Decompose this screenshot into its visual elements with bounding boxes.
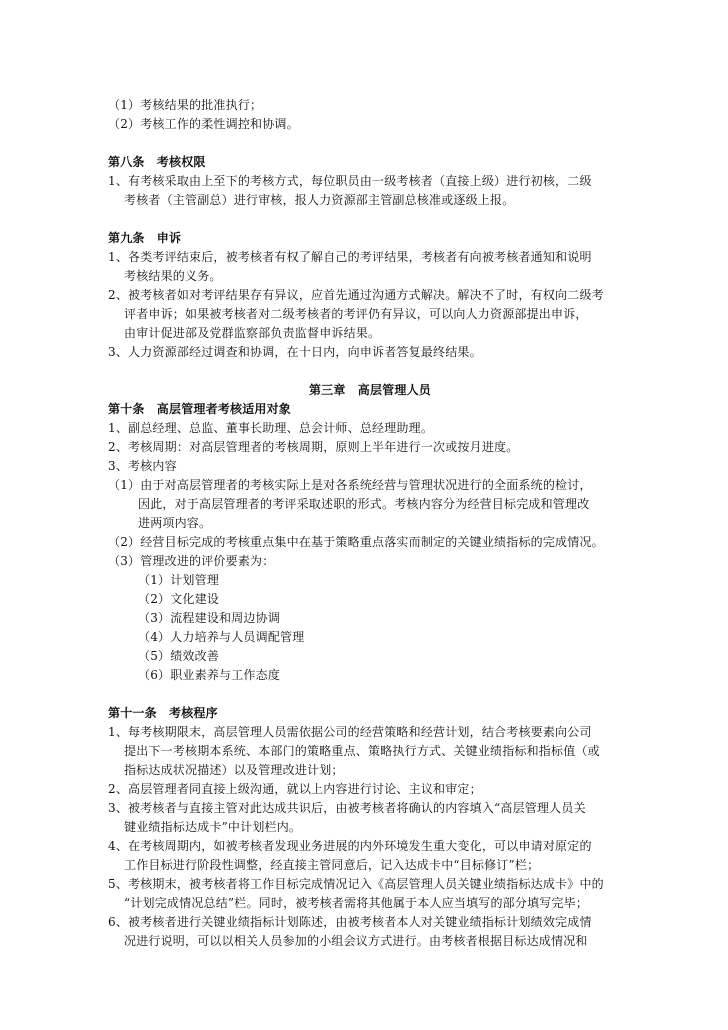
paragraph-line: 2、被考核者如对考评结果存有异议，应首先通过沟通方式解决。解决不了时，有权向二级考 bbox=[108, 288, 604, 302]
list-item: （1）计划管理 bbox=[138, 573, 220, 587]
article-10-heading: 第十条 高层管理者考核适用对象 bbox=[108, 402, 292, 416]
paragraph-line: 指标达成状况描述）以及管理改进计划； bbox=[124, 763, 344, 777]
paragraph-line: 评者申诉；如果被考核者对二级考核者的考评仍有异议，可以向人力资源部提出申诉， bbox=[124, 307, 588, 321]
paragraph-line: 1、副总经理、总监、董事长助理、总会计师、总经理助理。 bbox=[108, 421, 434, 435]
paragraph-line: 3、人力资源部经过调查和协调，在十日内，向申诉者答复最终结果。 bbox=[108, 345, 482, 359]
paragraph-line: （1）由于对高层管理者的考核实际上是对各系统经营与管理状况进行的全面系统的检讨， bbox=[108, 478, 592, 492]
paragraph-line: 因此，对于高层管理者的考评采取述职的形式。考核内容分为经营目标完成和管理改 bbox=[138, 497, 590, 511]
article-9-heading: 第九条 申诉 bbox=[108, 231, 182, 245]
paragraph-line: 考核者（主管副总）进行审核，报人力资源部主管副总核准或逐级上报。 bbox=[124, 193, 515, 207]
paragraph-line: 提出下一考核期本系统、本部门的策略重点、策略执行方式、关键业绩指标和指标值（或 bbox=[124, 744, 600, 758]
paragraph-line: 1、有考核采取由上至下的考核方式，每位职员由一级考核者（直接上级）进行初核，二级 bbox=[108, 174, 592, 188]
document-page bbox=[108, 96, 632, 951]
paragraph-line: 6、被考核者进行关键业绩指标计划陈述，由被考核者本人对关键业绩指标计划绩效完成情 bbox=[108, 915, 592, 929]
list-item: （2）文化建设 bbox=[138, 592, 220, 606]
list-item: （5）绩效改善 bbox=[138, 649, 220, 663]
paragraph-line: 2、高层管理者同直接上级沟通，就以上内容进行讨论、主议和审定； bbox=[108, 782, 482, 796]
paragraph-line: 3、被考核者与直接主管对此达成共识后，由被考核者将确认的内容填入“高层管理人员关 bbox=[108, 801, 586, 815]
list-item: （6）职业素养与工作态度 bbox=[138, 668, 281, 682]
paragraph-line: 工作目标进行阶段性调整，经直接主管同意后，记入达成卡中“目标修订”栏； bbox=[124, 858, 540, 872]
paragraph-line: 1、各类考评结束后，被考核者有权了解自己的考评结果，考核者有向被考核者通知和说明 bbox=[108, 250, 592, 264]
paragraph-line: （1）考核结果的批准执行； bbox=[108, 98, 263, 112]
paragraph-line: （3）管理改进的评价要素为： bbox=[108, 554, 275, 568]
article-8-heading: 第八条 考核权限 bbox=[108, 155, 206, 169]
paragraph-line: 3、考核内容 bbox=[108, 459, 177, 473]
list-item: （4）人力培养与人员调配管理 bbox=[138, 630, 305, 644]
paragraph-line: 况进行说明，可以以相关人员参加的小组会议方式进行。由考核者根据目标达成情况和 bbox=[124, 934, 588, 948]
paragraph-line: 5、考核期末，被考核者将工作目标完成情况记入《高层管理人员关键业绩指标达成卡》中的 bbox=[108, 877, 604, 891]
paragraph-line: 进两项内容。 bbox=[138, 516, 212, 530]
paragraph-line: 考核结果的义务。 bbox=[124, 269, 222, 283]
paragraph-line: （2）经营目标完成的考核重点集中在基于策略重点落实而制定的关键业绩指标的完成情况。 bbox=[108, 535, 604, 549]
paragraph-line: 由审计促进部及党群监察部负责监督申诉结果。 bbox=[124, 326, 381, 340]
article-11-heading: 第十一条 考核程序 bbox=[108, 706, 218, 720]
paragraph-line: 1、每考核期限末，高层管理人员需依据公司的经营策略和经营计划，结合考核要素向公司 bbox=[108, 725, 592, 739]
list-item: （3）流程建设和周边协调 bbox=[138, 611, 281, 625]
paragraph-line: 2、考核周期：对高层管理者的考核周期，原则上半年进行一次或按月进度。 bbox=[108, 440, 519, 454]
paragraph-line: “计划完成情况总结”栏。同时，被考核者需将其他属于本人应当填写的部分填写完毕； bbox=[124, 896, 589, 910]
paragraph-line: 键业绩指标达成卡”中计划栏内。 bbox=[124, 820, 302, 834]
paragraph-line: 4、在考核周期内，如被考核者发现业务进展的内外环境发生重大变化，可以申请对原定的 bbox=[108, 839, 592, 853]
paragraph-line: （2）考核工作的柔性调控和协调。 bbox=[108, 117, 299, 131]
chapter-3-heading: 第三章 高层管理人员 bbox=[308, 383, 431, 397]
